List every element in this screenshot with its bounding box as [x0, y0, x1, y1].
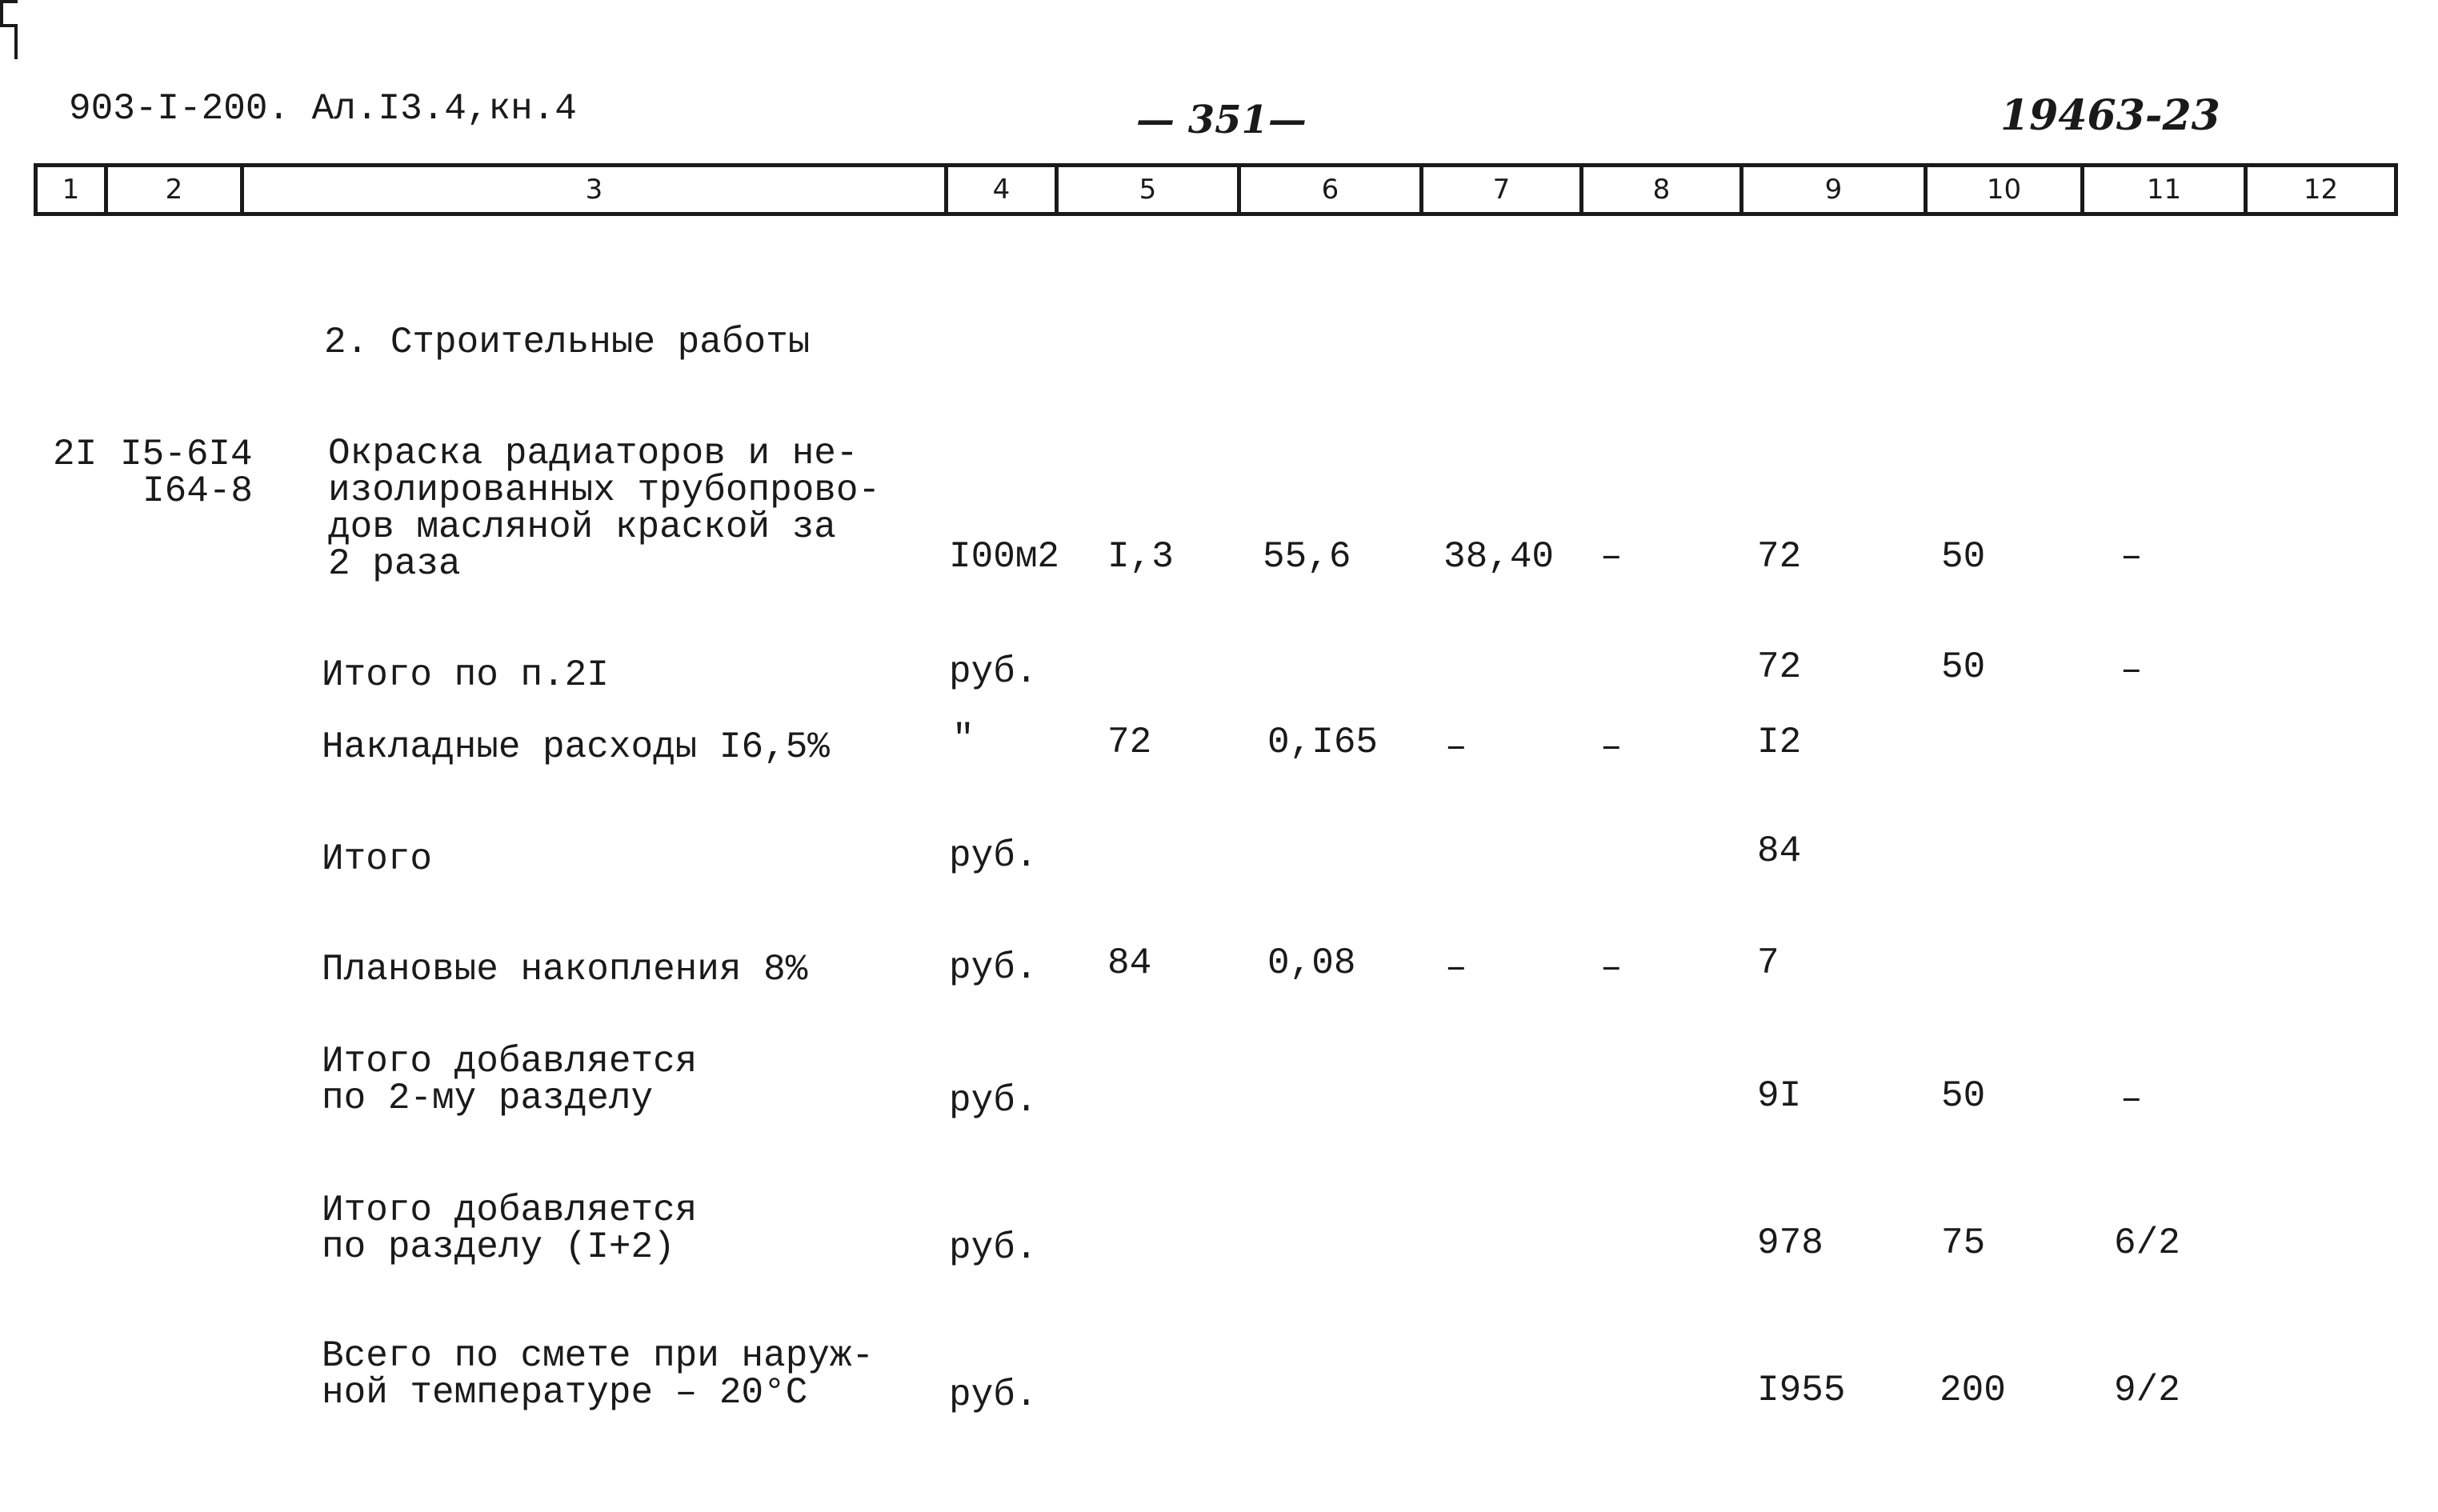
column-number: 5	[1059, 167, 1241, 212]
label-line: Итого добавляется	[322, 1041, 698, 1082]
col-7-value: –	[1445, 947, 1467, 989]
col-8-value: –	[1600, 947, 1623, 989]
col-11-value: –	[2120, 650, 2143, 691]
quantity: I,3	[1107, 536, 1174, 578]
total-cost: 7	[1757, 942, 1779, 984]
row-label: Итого	[322, 838, 433, 880]
page-number: — 351—	[1136, 98, 1307, 142]
unit: "	[952, 718, 975, 760]
col-10-value: 50	[1941, 536, 1986, 578]
total-cost: 9I	[1757, 1075, 1802, 1117]
column-number: 10	[1928, 167, 2084, 212]
unit: I00м2	[949, 536, 1060, 578]
description-line: изолированных трубопрово-	[328, 470, 881, 511]
total-cost: I2	[1757, 722, 1802, 763]
unit: руб.	[949, 1080, 1038, 1122]
description-line: Окраска радиаторов и не-	[328, 433, 859, 474]
label-line: Всего по смете при наруж-	[322, 1335, 875, 1377]
row-label: Плановые накопления 8%	[322, 949, 808, 990]
column-number-bar	[34, 163, 2398, 216]
column-number: 3	[244, 167, 948, 212]
column-number: 11	[2084, 167, 2248, 212]
description-line: 2 раза	[328, 543, 461, 585]
column-number: 2	[108, 167, 244, 212]
item-number: 2I	[53, 434, 98, 475]
col-8-value: –	[1600, 726, 1623, 768]
archive-number: 19463-23	[2000, 91, 2220, 140]
column-number: 8	[1583, 167, 1743, 212]
column-number: 9	[1743, 167, 1928, 212]
col-7-value: 38,40	[1443, 536, 1555, 578]
label-line: по 2-му разделу	[322, 1078, 654, 1119]
description-line: дов масляной краской за	[328, 506, 836, 548]
unit-price: 0,08	[1267, 942, 1356, 984]
row-label	[322, 1043, 697, 1117]
label-line: Итого добавляется	[322, 1190, 698, 1231]
unit: руб.	[949, 1374, 1038, 1416]
col-11-value: –	[2120, 536, 2143, 578]
quantity: 84	[1107, 942, 1152, 984]
unit: руб.	[949, 835, 1038, 877]
col-10-value: 50	[1941, 646, 1986, 688]
total-cost: 72	[1757, 536, 1802, 578]
unit: руб.	[949, 1227, 1038, 1269]
norm-code: I5-6I4	[120, 434, 253, 475]
total-cost: 72	[1757, 646, 1802, 688]
column-number: 12	[2303, 174, 2339, 206]
col-11-value: –	[2120, 1078, 2143, 1120]
column-number: 4	[948, 167, 1059, 212]
column-number: 6	[1241, 167, 1423, 212]
col-10-value: 50	[1941, 1075, 1986, 1117]
corner-mark-right	[0, 24, 18, 59]
col-10-value: 200	[1940, 1370, 2006, 1411]
unit-price: 55,6	[1263, 536, 1351, 578]
document-code: 903-I-200. Ал.I3.4,кн.4	[69, 88, 577, 130]
row-label	[322, 1192, 697, 1266]
work-description	[328, 433, 881, 585]
col-7-value: –	[1445, 726, 1467, 768]
row-label: Накладные расходы I6,5%	[322, 726, 830, 768]
total-cost: 84	[1757, 830, 1802, 872]
unit-price: 0,I65	[1267, 722, 1379, 763]
quantity: 72	[1107, 722, 1152, 763]
column-number: 1	[38, 167, 108, 212]
column-number: 7	[1423, 167, 1583, 212]
total-cost: I955	[1757, 1370, 1846, 1411]
col-8-value: –	[1600, 536, 1623, 578]
corner-mark-left	[0, 0, 18, 24]
unit: руб.	[949, 947, 1038, 989]
label-line: по разделу (I+2)	[322, 1226, 675, 1268]
col-11-value: 6/2	[2114, 1222, 2180, 1264]
unit: руб.	[949, 651, 1038, 693]
total-cost: 978	[1757, 1222, 1823, 1264]
norm-code: I64-8	[142, 470, 254, 512]
col-10-value: 75	[1941, 1222, 1986, 1264]
row-label: Итого по п.2I	[322, 654, 609, 696]
row-label	[322, 1335, 875, 1414]
section-title: 2. Строительные работы	[324, 322, 811, 363]
label-line: ной температуре – 20°С	[322, 1372, 808, 1414]
col-11-value: 9/2	[2114, 1370, 2180, 1411]
